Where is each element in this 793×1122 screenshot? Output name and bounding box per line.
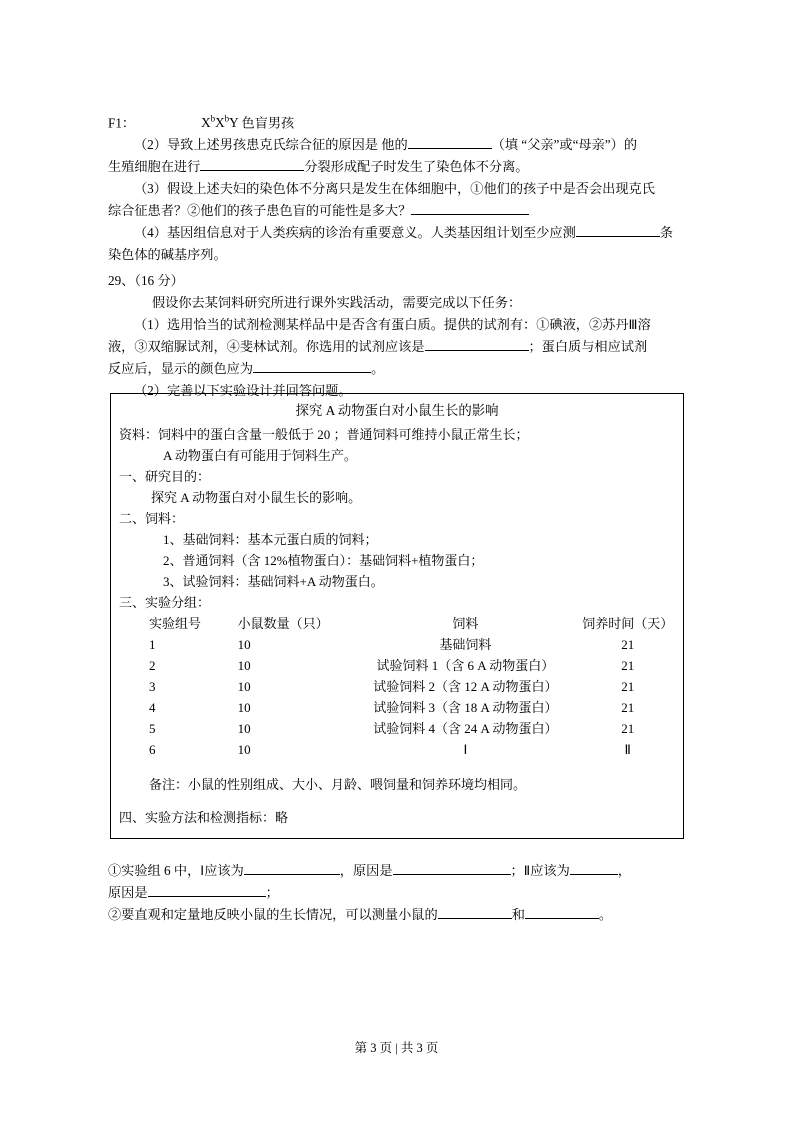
q4-line1-a: （4）基因组信息对于人类疾病的诊治有重要意义。人类基因组计划至少应测: [134, 225, 576, 241]
table-row: [119, 718, 675, 739]
page-footer: 第 3 页 | 共 3 页: [354, 1041, 439, 1055]
tail-q3-b: 和: [511, 907, 525, 922]
q29-1-line2-b: ；蛋白质与相应试剂: [528, 339, 648, 355]
q2-text-c: 生殖细胞在进行: [108, 159, 201, 175]
followup-questions: [108, 860, 688, 926]
experiment-data-line-1: 资料：饲料中的蛋白含量一般低于 20 ；普通饲料可维持小鼠正常生长；: [119, 427, 529, 442]
q4-line2: 染色体的碱基序列。: [108, 247, 227, 263]
section-2-title: 二、饲料：: [119, 511, 185, 526]
question-29-2: （2）完善以下实验设计并回答问题。: [134, 383, 352, 399]
cell-feed: Ⅰ: [463, 742, 468, 757]
q29-1-line3-a: 反应后，显示的颜色应为: [108, 361, 254, 377]
col-header-feed: 饲料: [452, 616, 479, 631]
section-2-item-3: 3、试验饲料：基础饲料+A 动物蛋白。: [163, 574, 384, 589]
q3-line1: （3）假设上述夫妇的染色体不分离只是发生在体细胞中，①他们的孩子中是否会出现克氏: [134, 181, 655, 197]
cell-feed: 试验饲料 3（含 18 A 动物蛋白）: [373, 700, 558, 715]
cell-group-no: 3: [149, 679, 156, 694]
f1-label: F1：: [108, 115, 136, 131]
section-1-title: 一、研究目的：: [119, 469, 211, 484]
table-row: [119, 676, 675, 697]
section-2-item-1: 1、基础饲料：基本元蛋白质的饲料；: [163, 532, 378, 547]
cell-feed: 基础饲料: [439, 637, 492, 652]
experiment-design-box: [110, 393, 684, 839]
cell-days: 21: [621, 721, 635, 736]
answer-blank-t5[interactable]: [438, 918, 512, 919]
tail-q1-c: ；Ⅱ应该为: [510, 863, 570, 878]
question-29-1: [108, 314, 686, 380]
table-row: [119, 634, 675, 655]
question-content: [108, 108, 686, 402]
table-row: [119, 739, 675, 760]
col-header-days: 饲养时间（天）: [582, 616, 674, 631]
f1-genotype-sup: b: [210, 114, 216, 124]
tail-q2-a: 原因是: [108, 885, 148, 900]
f1-desc: 色盲男孩: [241, 115, 295, 131]
answer-blank-29-1-a[interactable]: [425, 350, 529, 351]
f1-genotype: $X^bX^bY$: [201, 114, 239, 131]
tail-q1-a: ①实验组 6 中，Ⅰ应该为: [108, 863, 244, 878]
table-row: [119, 697, 675, 718]
cell-mouse-count: 10: [237, 700, 251, 715]
tail-q1-d: ，: [617, 863, 631, 878]
section-3-title: 三、实验分组：: [119, 595, 211, 610]
cell-feed: 试验饲料 2（含 12 A 动物蛋白）: [373, 679, 558, 694]
cell-days: 21: [621, 658, 635, 673]
question-3: [108, 178, 686, 222]
f1-genotype-sup2: b: [224, 114, 230, 124]
cell-group-no: 2: [149, 658, 156, 673]
cell-mouse-count: 10: [237, 742, 251, 757]
cell-group-no: 6: [149, 742, 156, 757]
cell-group-no: 4: [149, 700, 156, 715]
cell-days: 21: [621, 679, 635, 694]
question-2: [108, 134, 686, 178]
section-4-title: 四、实验方法和检测指标：略: [119, 810, 289, 825]
section-2-item-2: 2、普通饲料（含 12%植物蛋白）：基础饲料+植物蛋白；: [163, 553, 484, 568]
tail-q2-b: ；: [265, 885, 279, 900]
question-29-header: 29、（16 分）: [108, 273, 184, 289]
followup-question-2: [108, 904, 688, 926]
tail-q3-a: ②要直观和定量地反映小鼠的生长情况，可以测量小鼠的: [108, 907, 438, 922]
q4-line1-b: 条: [659, 225, 673, 241]
f1-row: [108, 108, 686, 134]
cell-mouse-count: 10: [237, 679, 251, 694]
answer-blank-t1[interactable]: [244, 874, 340, 875]
table-row: [119, 655, 675, 676]
cell-days: Ⅱ: [624, 742, 631, 757]
q2-text-b: （填 “父亲”或“母亲”）的: [491, 137, 638, 153]
q29-1-line1: （1）选用恰当的试剂检测某样品中是否含有蛋白质。提供的试剂有：①碘液，②苏丹Ⅲ溶: [134, 317, 651, 333]
answer-blank-t6[interactable]: [525, 918, 599, 919]
experiment-groups-table: [119, 613, 675, 760]
cell-mouse-count: 10: [237, 721, 251, 736]
cell-group-no: 5: [149, 721, 156, 736]
answer-blank-t4[interactable]: [148, 896, 266, 897]
answer-blank-t3[interactable]: [570, 874, 618, 875]
q29-1-line2-a: 液，③双缩脲试剂，④斐林试剂。你选用的试剂应该是: [108, 339, 425, 355]
answer-blank-q4[interactable]: [576, 236, 660, 237]
answer-blank-q2-1[interactable]: [408, 148, 492, 149]
answer-blank-t2[interactable]: [393, 874, 511, 875]
col-header-group-no: 实验组号: [149, 616, 202, 631]
table-header-row: [119, 613, 675, 634]
question-29-intro: 假设你去某饲料研究所进行课外实践活动，需要完成以下任务：: [152, 295, 522, 311]
experiment-title: 探究 A 动物蛋白对小鼠生长的影响: [295, 403, 499, 418]
answer-blank-29-1-b[interactable]: [253, 372, 371, 373]
tail-q3-c: 。: [598, 907, 613, 922]
cell-feed: 试验饲料 1（含 6 A 动物蛋白）: [376, 658, 555, 673]
q2-text-d: 分裂形成配子时发生了染色体不分离。: [304, 159, 529, 175]
cell-days: 21: [621, 700, 635, 715]
cell-days: 21: [621, 637, 635, 652]
experiment-note: 备注：小鼠的性别组成、大小、月龄、喂饲量和饲养环境均相同。: [149, 777, 527, 792]
section-1-body: 探究 A 动物蛋白对小鼠生长的影响。: [151, 490, 362, 505]
cell-group-no: 1: [149, 637, 156, 652]
q2-text-a: （2）导致上述男孩患克氏综合征的原因是 他的: [134, 137, 408, 153]
col-header-mouse-count: 小鼠数量（只）: [237, 616, 329, 631]
cell-mouse-count: 10: [237, 658, 251, 673]
cell-mouse-count: 10: [237, 637, 251, 652]
q29-1-line3-b: 。: [371, 361, 385, 377]
q3-line2-a: 综合征患者？②他们的孩子患色盲的可能性是多大？: [108, 203, 412, 219]
question-4: [108, 222, 686, 266]
answer-blank-q3[interactable]: [411, 214, 529, 215]
cell-feed: 试验饲料 4（含 24 A 动物蛋白）: [373, 721, 558, 736]
tail-q1-b: ，原因是: [339, 863, 393, 878]
answer-blank-q2-2[interactable]: [200, 170, 304, 171]
followup-question-1: [108, 860, 688, 904]
experiment-data-line-2: A 动物蛋白有可能用于饲料生产。: [163, 448, 357, 463]
